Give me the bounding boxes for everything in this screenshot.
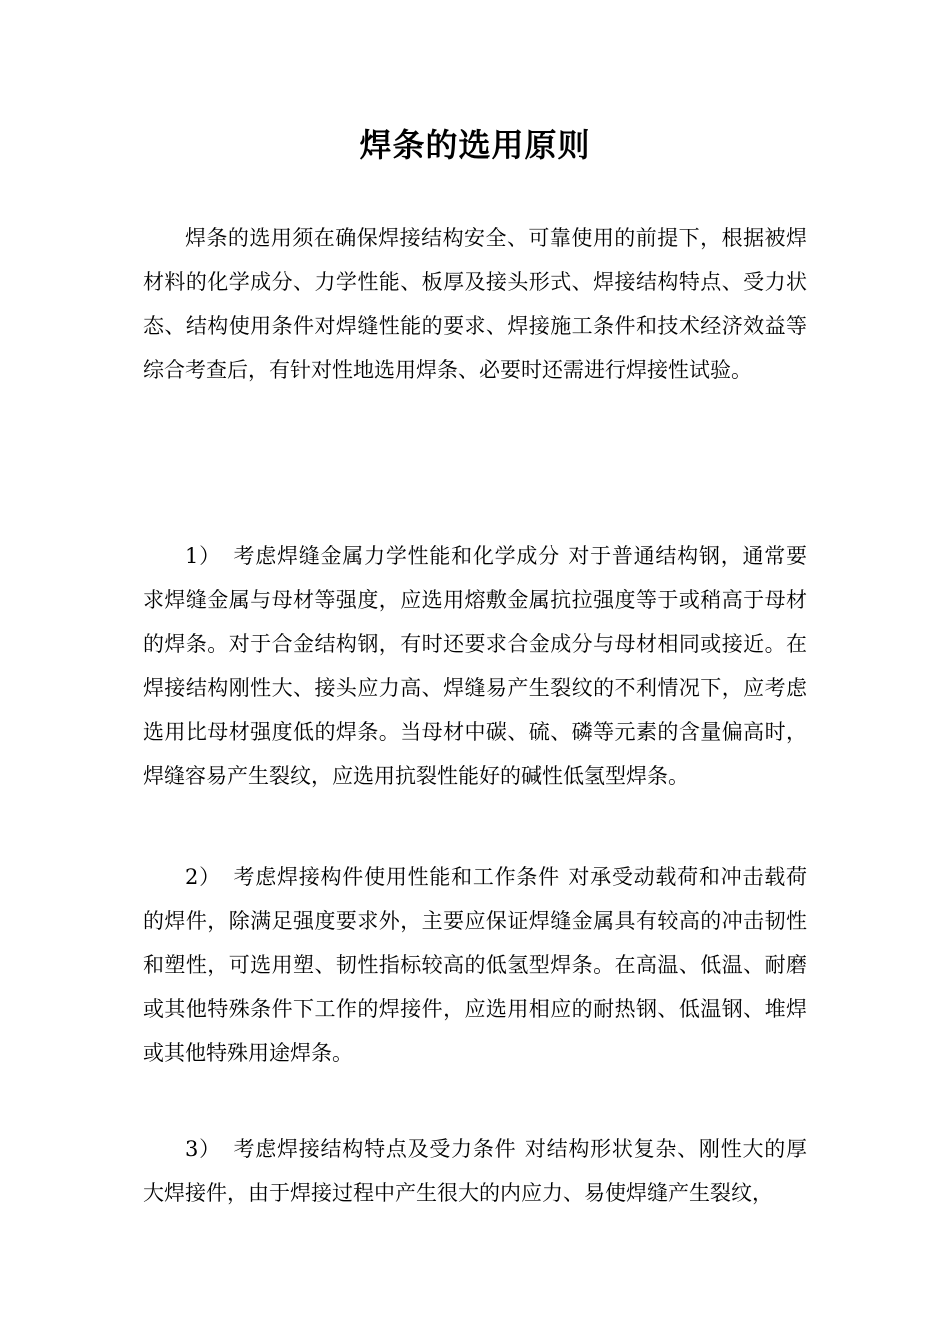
item-heading: 考虑焊缝金属力学性能和化学成分 bbox=[233, 544, 560, 568]
page-title: 焊条的选用原则 bbox=[359, 126, 591, 165]
item-text: 对承受动载荷和冲击载荷的焊件，除满足强度要求外，主要应保证焊缝金属具有较高的冲击韧性和塑性，可选用塑、韧性指标较高的低氢型焊条。在高温、低温、耐磨或其他特殊条件下工作的焊接件，应选用相应的耐热钢、低温钢、堆焊或其他特殊用途焊条。 bbox=[143, 865, 807, 1065]
principle-item-2 bbox=[143, 855, 807, 1075]
item-number: 1） bbox=[185, 544, 221, 568]
principle-item-1 bbox=[143, 534, 807, 798]
item-text: 对于普通结构钢，通常要求焊缝金属与母材等强度，应选用熔敷金属抗拉强度等于或稍高于母材的焊条。对于合金结构钢，有时还要求合金成分与母材相同或接近。在焊接结构刚性大、接头应力高、焊缝易产生裂纹的不利情况下，应考虑选用比母材强度低的焊条。当母材中碳、硫、磷等元素的含量偏高时，焊缝容易产生裂纹，应选用抗裂性能好的碱性低氢型焊条。 bbox=[143, 544, 807, 788]
item-number: 3） bbox=[185, 1137, 221, 1161]
principle-item-3 bbox=[143, 1127, 807, 1215]
item-heading: 考虑焊接结构特点及受力条件 bbox=[233, 1137, 517, 1161]
item-heading: 考虑焊接构件使用性能和工作条件 bbox=[233, 865, 560, 889]
item-text: 对结构形状复杂、刚性大的厚大焊接件，由于焊接过程中产生很大的内应力、易使焊缝产生裂纹， bbox=[143, 1137, 807, 1205]
intro-paragraph: 焊条的选用须在确保焊接结构安全、可靠使用的前提下，根据被焊材料的化学成分、力学性能、板厚及接头形式、焊接结构特点、受力状态、结构使用条件对焊缝性能的要求、焊接施工条件和技术经济效益等综合考查后，有针对性地选用焊条、必要时还需进行焊接性试验。 bbox=[143, 226, 807, 382]
item-number: 2） bbox=[185, 865, 221, 889]
